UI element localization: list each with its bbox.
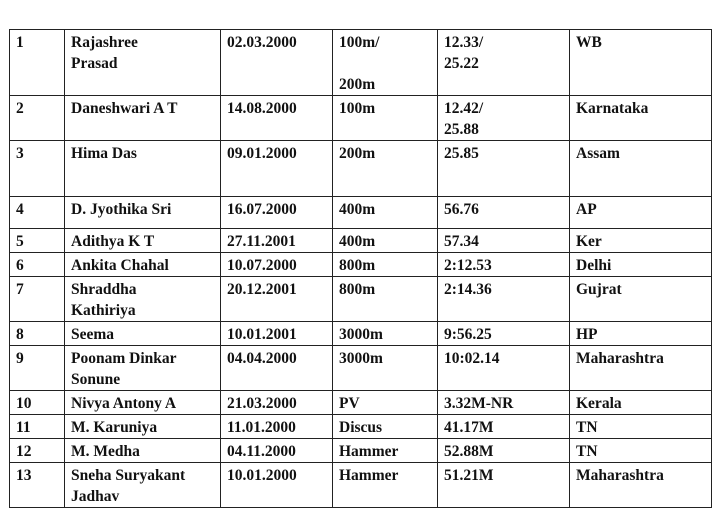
cell-state: Maharashtra xyxy=(570,463,712,508)
cell-athlete-name: Adithya K T xyxy=(65,229,221,253)
cell-serial: 9 xyxy=(10,346,65,391)
cell-serial: 12 xyxy=(10,439,65,463)
cell-state: Ker xyxy=(570,229,712,253)
cell-athlete-name: M. Medha xyxy=(65,439,221,463)
cell-athlete-name: Shraddha Kathiriya xyxy=(65,277,221,322)
cell-athlete-name: Rajashree Prasad xyxy=(65,30,221,96)
cell-date-of-birth: 20.12.2001 xyxy=(221,277,333,322)
cell-serial: 11 xyxy=(10,415,65,439)
table-row xyxy=(10,463,712,508)
cell-serial: 10 xyxy=(10,391,65,415)
cell-event: Discus xyxy=(333,415,438,439)
cell-athlete-name: Sneha Suryakant Jadhav xyxy=(65,463,221,508)
cell-serial: 1 xyxy=(10,30,65,96)
cell-performance: 2:12.53 xyxy=(438,253,570,277)
cell-serial: 2 xyxy=(10,96,65,141)
cell-performance: 10:02.14 xyxy=(438,346,570,391)
cell-performance: 2:14.36 xyxy=(438,277,570,322)
cell-date-of-birth: 10.01.2000 xyxy=(221,463,333,508)
athletes-table-body xyxy=(10,30,712,508)
cell-event: 100m xyxy=(333,96,438,141)
cell-date-of-birth: 10.01.2001 xyxy=(221,322,333,346)
cell-state: Gujrat xyxy=(570,277,712,322)
cell-serial: 6 xyxy=(10,253,65,277)
cell-event: 200m xyxy=(333,141,438,197)
cell-performance: 9:56.25 xyxy=(438,322,570,346)
cell-performance: 3.32M-NR xyxy=(438,391,570,415)
cell-athlete-name: Daneshwari A T xyxy=(65,96,221,141)
cell-date-of-birth: 27.11.2001 xyxy=(221,229,333,253)
table-row xyxy=(10,96,712,141)
cell-athlete-name: M. Karuniya xyxy=(65,415,221,439)
cell-date-of-birth: 11.01.2000 xyxy=(221,415,333,439)
cell-state: Kerala xyxy=(570,391,712,415)
table-row xyxy=(10,229,712,253)
athletes-table xyxy=(9,29,712,508)
cell-event: 100m/ 200m xyxy=(333,30,438,96)
cell-performance: 56.76 xyxy=(438,197,570,229)
cell-performance: 12.33/ 25.22 xyxy=(438,30,570,96)
cell-performance: 41.17M xyxy=(438,415,570,439)
cell-state: HP xyxy=(570,322,712,346)
table-row xyxy=(10,277,712,322)
cell-serial: 8 xyxy=(10,322,65,346)
cell-date-of-birth: 04.04.2000 xyxy=(221,346,333,391)
cell-date-of-birth: 21.03.2000 xyxy=(221,391,333,415)
cell-performance: 51.21M xyxy=(438,463,570,508)
cell-performance: 12.42/ 25.88 xyxy=(438,96,570,141)
cell-event: 400m xyxy=(333,229,438,253)
cell-state: Maharashtra xyxy=(570,346,712,391)
cell-date-of-birth: 14.08.2000 xyxy=(221,96,333,141)
cell-state: Karnataka xyxy=(570,96,712,141)
cell-event: PV xyxy=(333,391,438,415)
table-row xyxy=(10,253,712,277)
table-row xyxy=(10,439,712,463)
cell-event: 400m xyxy=(333,197,438,229)
cell-state: Assam xyxy=(570,141,712,197)
table-row xyxy=(10,346,712,391)
cell-date-of-birth: 10.07.2000 xyxy=(221,253,333,277)
cell-serial: 5 xyxy=(10,229,65,253)
cell-athlete-name: D. Jyothika Sri xyxy=(65,197,221,229)
cell-state: TN xyxy=(570,415,712,439)
cell-performance: 25.85 xyxy=(438,141,570,197)
cell-state: AP xyxy=(570,197,712,229)
cell-athlete-name: Hima Das xyxy=(65,141,221,197)
cell-athlete-name: Poonam Dinkar Sonune xyxy=(65,346,221,391)
cell-serial: 3 xyxy=(10,141,65,197)
cell-date-of-birth: 02.03.2000 xyxy=(221,30,333,96)
cell-athlete-name: Ankita Chahal xyxy=(65,253,221,277)
table-row xyxy=(10,30,712,96)
cell-athlete-name: Nivya Antony A xyxy=(65,391,221,415)
cell-state: Delhi xyxy=(570,253,712,277)
cell-date-of-birth: 04.11.2000 xyxy=(221,439,333,463)
cell-event: Hammer xyxy=(333,463,438,508)
cell-state: WB xyxy=(570,30,712,96)
cell-performance: 52.88M xyxy=(438,439,570,463)
cell-state: TN xyxy=(570,439,712,463)
cell-event: 800m xyxy=(333,253,438,277)
table-row xyxy=(10,391,712,415)
cell-serial: 4 xyxy=(10,197,65,229)
table-row xyxy=(10,415,712,439)
cell-event: 800m xyxy=(333,277,438,322)
cell-event: 3000m xyxy=(333,322,438,346)
table-row xyxy=(10,197,712,229)
table-row xyxy=(10,322,712,346)
cell-event: 3000m xyxy=(333,346,438,391)
cell-athlete-name: Seema xyxy=(65,322,221,346)
cell-performance: 57.34 xyxy=(438,229,570,253)
cell-date-of-birth: 16.07.2000 xyxy=(221,197,333,229)
cell-serial: 13 xyxy=(10,463,65,508)
table-row xyxy=(10,141,712,197)
cell-date-of-birth: 09.01.2000 xyxy=(221,141,333,197)
cell-event: Hammer xyxy=(333,439,438,463)
cell-serial: 7 xyxy=(10,277,65,322)
